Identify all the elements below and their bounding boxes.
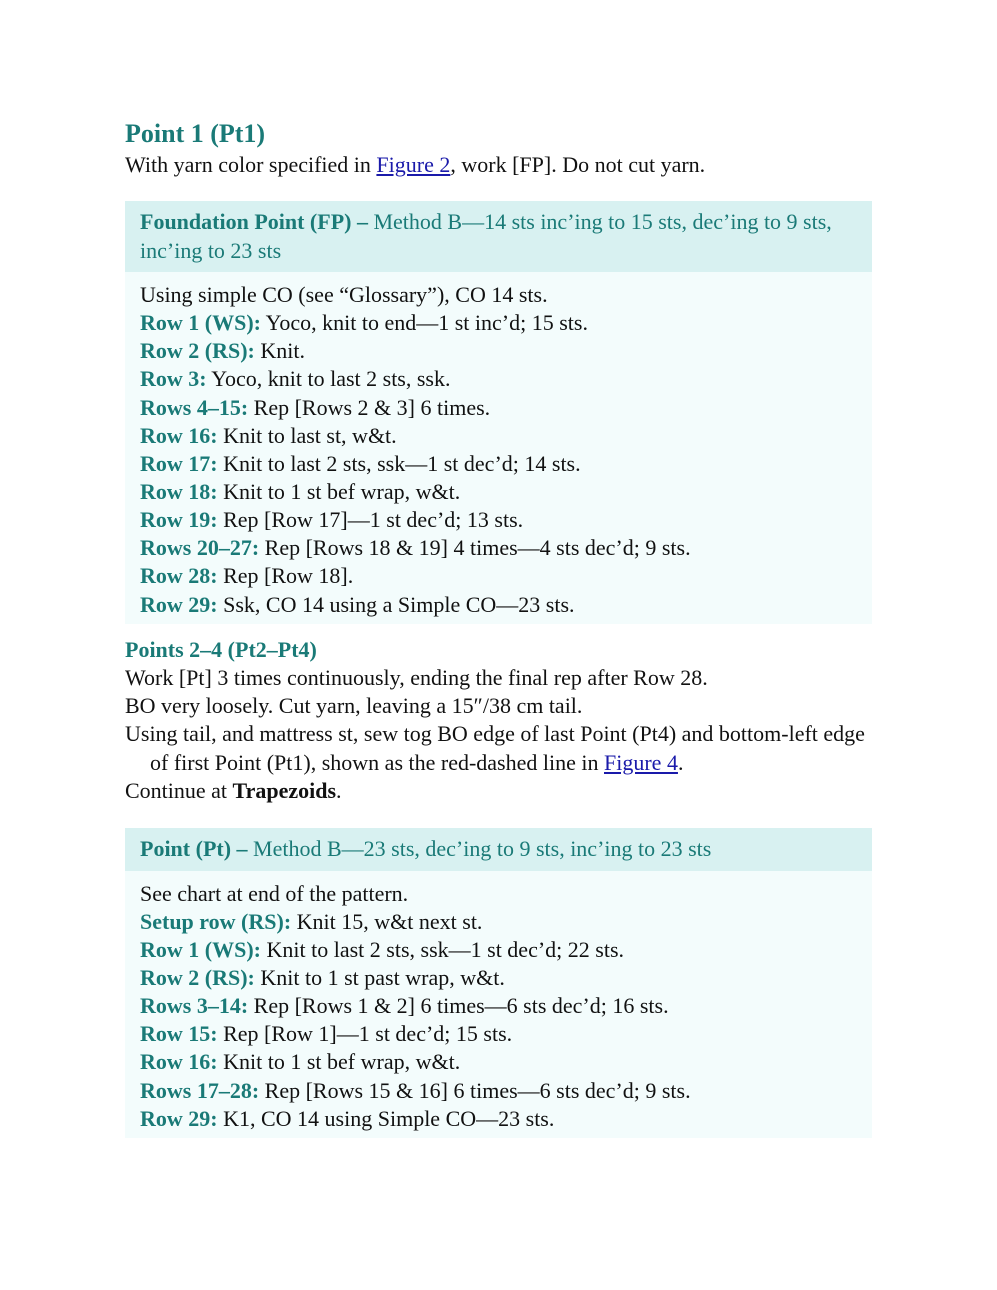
instruction-row (140, 1048, 858, 1076)
foundation-point-method: Method B—14 sts inc’ing to 15 sts, dec’ing to 9 sts, inc’ing to 23 sts (140, 209, 832, 263)
row-label: Row 16: (140, 422, 218, 448)
row-text: Rep [Row 1]—1 st dec’d; 15 sts. (217, 1021, 513, 1047)
instruction-row (140, 422, 858, 450)
row-text: Rep [Rows 2 & 3] 6 times. (248, 394, 491, 420)
instruction-row (140, 478, 858, 506)
point-method: Method B—23 sts, dec’ing to 9 sts, inc’ing to 23 sts (247, 836, 712, 862)
row-text: Rep [Row 17]—1 st dec’d; 13 sts. (217, 507, 524, 533)
instruction-row (140, 936, 858, 964)
foundation-point-label: Foundation Point (FP) – (140, 209, 368, 235)
row-label: Row 18: (140, 478, 218, 504)
continue-text-end: . (336, 777, 342, 803)
row-label: Rows 20–27: (140, 535, 260, 561)
row-text: Knit to 1 st bef wrap, w&t. (217, 478, 461, 504)
row-label: Rows 4–15: (140, 394, 249, 420)
instruction-row (140, 1020, 858, 1048)
paragraph-seaming (125, 720, 872, 777)
instruction-row (140, 1105, 858, 1133)
row-text: Knit to last 2 sts, ssk—1 st dec’d; 14 sts. (217, 450, 581, 476)
seaming-text: Using tail, and mattress st, sew tog BO edge of last Point (Pt4) and bottom-left edge of first Point (Pt1), shown as the red-dashed line in (125, 721, 865, 775)
paragraph-work-repeats: Work [Pt] 3 times continuously, ending the final rep after Row 28. (125, 664, 708, 690)
row-text: Rep [Rows 18 & 19] 4 times—4 sts dec’d; 9 sts. (259, 535, 691, 561)
foundation-point-box (125, 201, 872, 623)
instruction-intro: Using simple CO (see “Glossary”), CO 14 sts. (140, 281, 548, 307)
row-label: Row 29: (140, 1105, 218, 1131)
foundation-point-instructions (125, 272, 872, 624)
point-label: Point (Pt) – (140, 836, 248, 862)
row-label: Setup row (RS): (140, 908, 292, 934)
row-label: Row 2 (RS): (140, 338, 255, 364)
row-text: Knit 15, w&t next st. (291, 908, 483, 934)
row-text: Knit. (254, 338, 306, 364)
row-label: Row 3: (140, 366, 207, 392)
figure-4-link[interactable]: Figure 4 (604, 749, 678, 775)
row-label: Row 28: (140, 563, 218, 589)
instruction-row (140, 591, 858, 619)
row-label: Row 19: (140, 507, 218, 533)
point-header (125, 828, 872, 870)
row-label: Row 16: (140, 1049, 218, 1075)
row-text: Ssk, CO 14 using a Simple CO—23 sts. (217, 591, 575, 617)
instruction-row (140, 534, 858, 562)
seaming-text-end: . (677, 749, 684, 775)
row-text: Rep [Rows 15 & 16] 6 times—6 sts dec’d; 9 sts. (259, 1077, 691, 1103)
section-title-point-1: Point 1 (Pt1) (125, 119, 266, 148)
row-text: Knit to 1 st past wrap, w&t. (254, 965, 505, 991)
document-page (125, 118, 872, 1138)
row-label: Row 1 (WS): (140, 310, 261, 336)
row-label: Row 29: (140, 591, 218, 617)
foundation-point-header (125, 201, 872, 272)
trapezoids-reference: Trapezoids (232, 777, 337, 803)
row-text: Knit to last st, w&t. (217, 422, 397, 448)
instruction-row (140, 450, 858, 478)
instruction-row (140, 992, 858, 1020)
instruction-row (140, 309, 858, 337)
instruction-row (140, 562, 858, 590)
figure-2-link[interactable]: Figure 2 (376, 152, 451, 177)
point-instructions (125, 871, 872, 1138)
row-label: Row 1 (WS): (140, 936, 261, 962)
row-label: Rows 17–28: (140, 1077, 260, 1103)
row-label: Row 15: (140, 1021, 218, 1047)
row-text: Yoco, knit to end—1 st inc’d; 15 sts. (261, 310, 588, 336)
instruction-row (140, 506, 858, 534)
row-text: Rep [Row 18]. (217, 563, 354, 589)
instruction-row (140, 394, 858, 422)
row-label: Rows 3–14: (140, 993, 249, 1019)
intro-text-after: , work [FP]. Do not cut yarn. (450, 152, 706, 177)
row-text: Rep [Rows 1 & 2] 6 times—6 sts dec’d; 16 sts. (248, 993, 669, 1019)
section-title-points-2-4: Points 2–4 (Pt2–Pt4) (125, 636, 317, 662)
row-text: Yoco, knit to last 2 sts, ssk. (206, 366, 451, 392)
continue-text: Continue at (125, 777, 233, 803)
point-box (125, 828, 872, 1138)
section-intro (125, 151, 872, 179)
instruction-row (140, 964, 858, 992)
paragraph-continue (125, 777, 872, 805)
paragraph-bind-off: BO very loosely. Cut yarn, leaving a 15″/38 cm tail. (125, 693, 583, 719)
instruction-row (140, 1077, 858, 1105)
row-text: K1, CO 14 using Simple CO—23 sts. (217, 1105, 555, 1131)
row-text: Knit to 1 st bef wrap, w&t. (217, 1049, 461, 1075)
row-label: Row 2 (RS): (140, 965, 255, 991)
instruction-row (140, 337, 858, 365)
intro-text-before: With yarn color specified in (125, 152, 377, 177)
instruction-intro: See chart at end of the pattern. (140, 880, 409, 906)
instruction-row (140, 908, 858, 936)
row-text: Knit to last 2 sts, ssk—1 st dec’d; 22 sts. (261, 936, 625, 962)
row-label: Row 17: (140, 450, 218, 476)
instruction-row (140, 365, 858, 393)
